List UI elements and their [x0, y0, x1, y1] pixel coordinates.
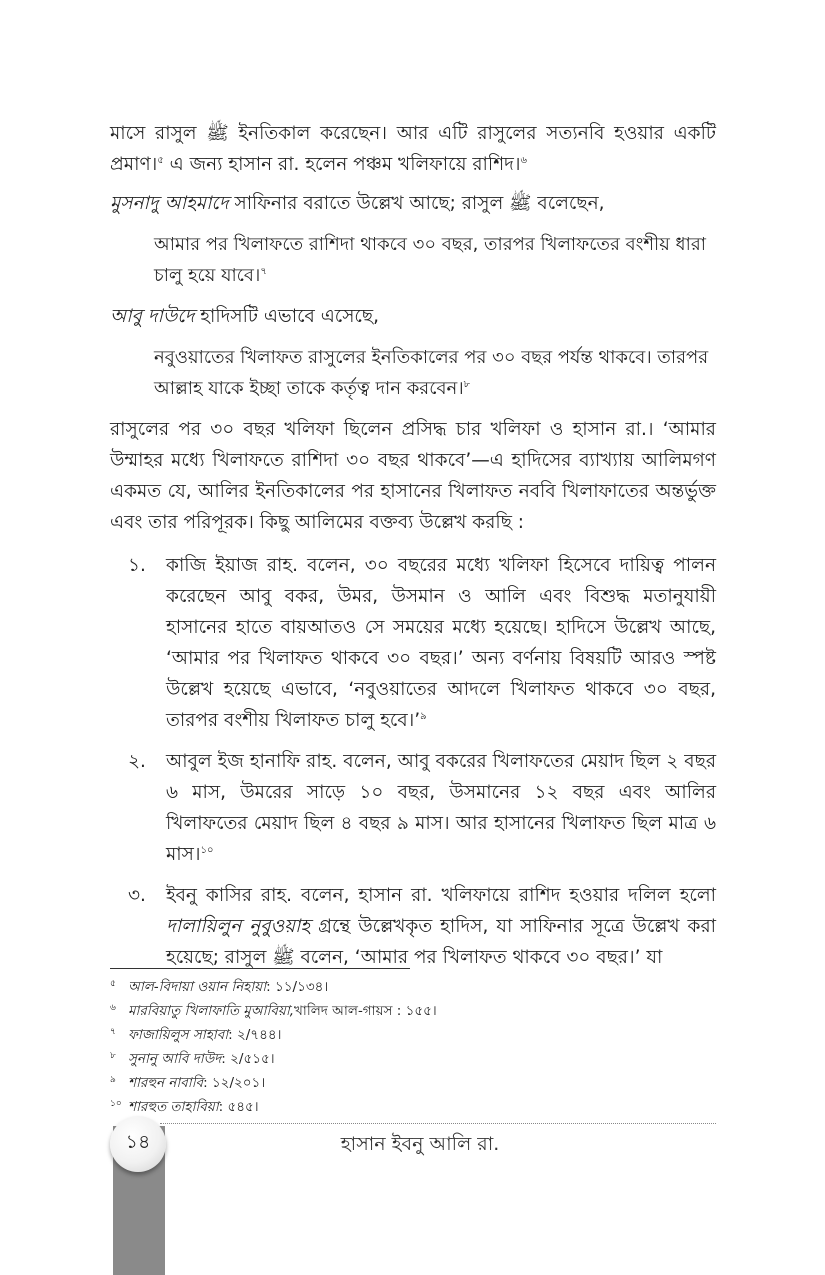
footnote-source: মারবিয়াতু খিলাফাতি মুআবিয়া, [128, 1003, 295, 1019]
page-number: ১৪ [125, 1131, 151, 1153]
footnote-ref[interactable]: ৮ [463, 379, 471, 390]
list-item-text [166, 746, 716, 870]
footnote [110, 1071, 716, 1095]
footnote-ref[interactable]: ৯ [420, 710, 427, 722]
source-title: দালায়িলুন নুবুওয়াহ [166, 916, 311, 937]
source-title: আবু দাউদে [110, 306, 195, 327]
footnote-ref-detail: : ২/৫১৫। [221, 1051, 275, 1067]
block-quote [154, 229, 716, 291]
paragraph-text: এ জন্য হাসান রা. হলেন পঞ্চম খলিফায়ে রাশিদ। [163, 154, 521, 175]
quote-intro [110, 301, 716, 332]
footnote-ref[interactable]: ১০ [200, 844, 214, 856]
footnote-source: ফাজায়িলুস সাহাবা [128, 1027, 229, 1043]
footnote-divider [110, 968, 410, 969]
footnote-ref[interactable]: ৭ [260, 266, 267, 277]
quote-text: আমার পর খিলাফতে রাশিদা থাকবে ৩০ বছর, তারপর খিলাফতের বংশীয় ধারা চালু হয়ে যাবে। [154, 234, 706, 286]
footnote-number: ১০ [110, 1099, 122, 1109]
footnote [110, 1095, 716, 1119]
footnote-source: শারহুন নাবাবি [128, 1075, 204, 1091]
intro-text: হাদিসটি এভাবে এসেছে, [194, 306, 379, 327]
footnote-source: আল-বিদায়া ওয়ান নিহায়া [128, 979, 267, 995]
paragraph-text: মাসে রাসুল ﷺ ইনতিকাল করেছেন। আর এটি রাসুলের সত্যনবি হওয়ার একটি প্রমাণ। [110, 123, 716, 175]
list-text: কাজি ইয়াজ রাহ. বলেন, ৩০ বছরের মধ্যে খলিফা হিসেবে দায়িত্ব পালন করেছেন আবু বকর, উমর, উসমান ও আলি এবং বিশুদ্ধ মতানুযায়ী হাসানের হাতে বায়আতও সে সময়ের মধ্যে হয়েছে। হাদিসে উল্লেখ আছে, ‘আমার পর খিলাফত থাকবে ৩০ বছর।’ অন্য বর্ণনায় বিষয়টি আরও স্পষ্ট উল্লেখ হয়েছে এভাবে, ‘নবুওয়াতের আদলে খিলাফত থাকবে ৩০ বছর, তারপর বংশীয় খিলাফত চালু হবে।’ [166, 555, 716, 731]
list-text: গ্রন্থে উল্লেখকৃত হাদিস, যা সাফিনার সূত্রে উল্লেখ করা হয়েছে; রাসুল ﷺ বলেন, ‘আমার পর খিলাফত থাকবে ৩০ বছর।’ যা [166, 916, 716, 968]
footnote [110, 1047, 716, 1071]
quote-text: নবুওয়াতের খিলাফত রাসুলের ইনতিকালের পর ৩০ বছর পর্যন্ত থাকবে। তারপর আল্লাহ যাকে ইচ্ছা তাকে কর্তৃত্ব দান করবেন। [154, 347, 709, 399]
source-title: মুসনাদু আহমাদে [110, 193, 229, 214]
paragraph: রাসুলের পর ৩০ বছর খলিফা ছিলেন প্রসিদ্ধ চার খলিফা ও হাসান রা.। ‘আমার উম্মাহর মধ্যে খিলাফতে রাশিদা ৩০ বছর থাকবে’—এ হাদিসের ব্যাখ্যায় আলিমগণ একমত যে, আলির ইনতিকালের পর হাসানের খিলাফত নববি খিলাফাতের অন্তর্ভুক্ত এবং তার পরিপূরক। কিছু আলিমের বক্তব্য উল্লেখ করছি : [110, 419, 716, 533]
list-item-text [166, 880, 716, 973]
list-text: আবুল ইজ হানাফি রাহ. বলেন, আবু বকরের খিলাফতের মেয়াদ ছিল ২ বছর ৬ মাস, উমরের সাড়ে ১০ বছর, উসমানের ১২ বছর এবং আলির খিলাফতের মেয়াদ ছিল ৪ বছর ৯ মাস। আর হাসানের খিলাফত ছিল মাত্র ৬ মাস। [166, 751, 716, 865]
footnote-ref-detail: : ৫৪৫। [218, 1099, 259, 1115]
paragraph [110, 118, 716, 180]
footnotes [110, 968, 716, 1119]
page-body [110, 118, 716, 983]
list-item-text [166, 550, 716, 736]
footnote-number: ৫ [110, 979, 116, 989]
footnote [110, 999, 716, 1023]
intro-text: সাফিনার বরাতে উল্লেখ আছে; রাসুল ﷺ বলেছেন, [228, 193, 605, 214]
footnote-number: ৯ [110, 1075, 116, 1085]
page-number-badge [110, 1116, 166, 1172]
footnote-source: সুনানু আবি দাউদ [128, 1051, 222, 1067]
list-item [110, 880, 716, 973]
list-item [110, 746, 716, 870]
footnote [110, 975, 716, 999]
numbered-list [110, 550, 716, 973]
footnote-ref[interactable]: ৬ [520, 154, 528, 166]
footnote-source: শারহুত তাহাবিয়া [128, 1099, 219, 1115]
list-number: ২. [128, 751, 146, 772]
footnote-ref[interactable]: ৫ [157, 154, 164, 166]
list-number: ১. [128, 555, 146, 576]
footnote-number: ৬ [110, 1003, 116, 1013]
block-quote [154, 342, 716, 404]
footnote [110, 1023, 716, 1047]
list-number: ৩. [128, 885, 146, 906]
footnote-ref-detail: : ১২/২০১। [203, 1075, 266, 1091]
footnote-number: ৮ [110, 1051, 116, 1061]
footnote-ref-detail: : ১১/১৩৪। [266, 979, 329, 995]
footnote-number: ৭ [110, 1027, 116, 1037]
footer-divider [160, 1123, 716, 1124]
footnote-ref-detail: : ২/৭৪৪। [228, 1027, 282, 1043]
list-text: ইবনু কাসির রাহ. বলেন, হাসান রা. খলিফায়ে রাশিদ হওয়ার দলিল হলো [166, 885, 716, 906]
quote-intro [110, 188, 716, 219]
running-title: হাসান ইবনু আলি রা. [340, 1133, 500, 1155]
list-item [110, 550, 716, 736]
footnote-ref-detail: খালিদ আল-গায়স : ১৫৫। [294, 1003, 437, 1019]
